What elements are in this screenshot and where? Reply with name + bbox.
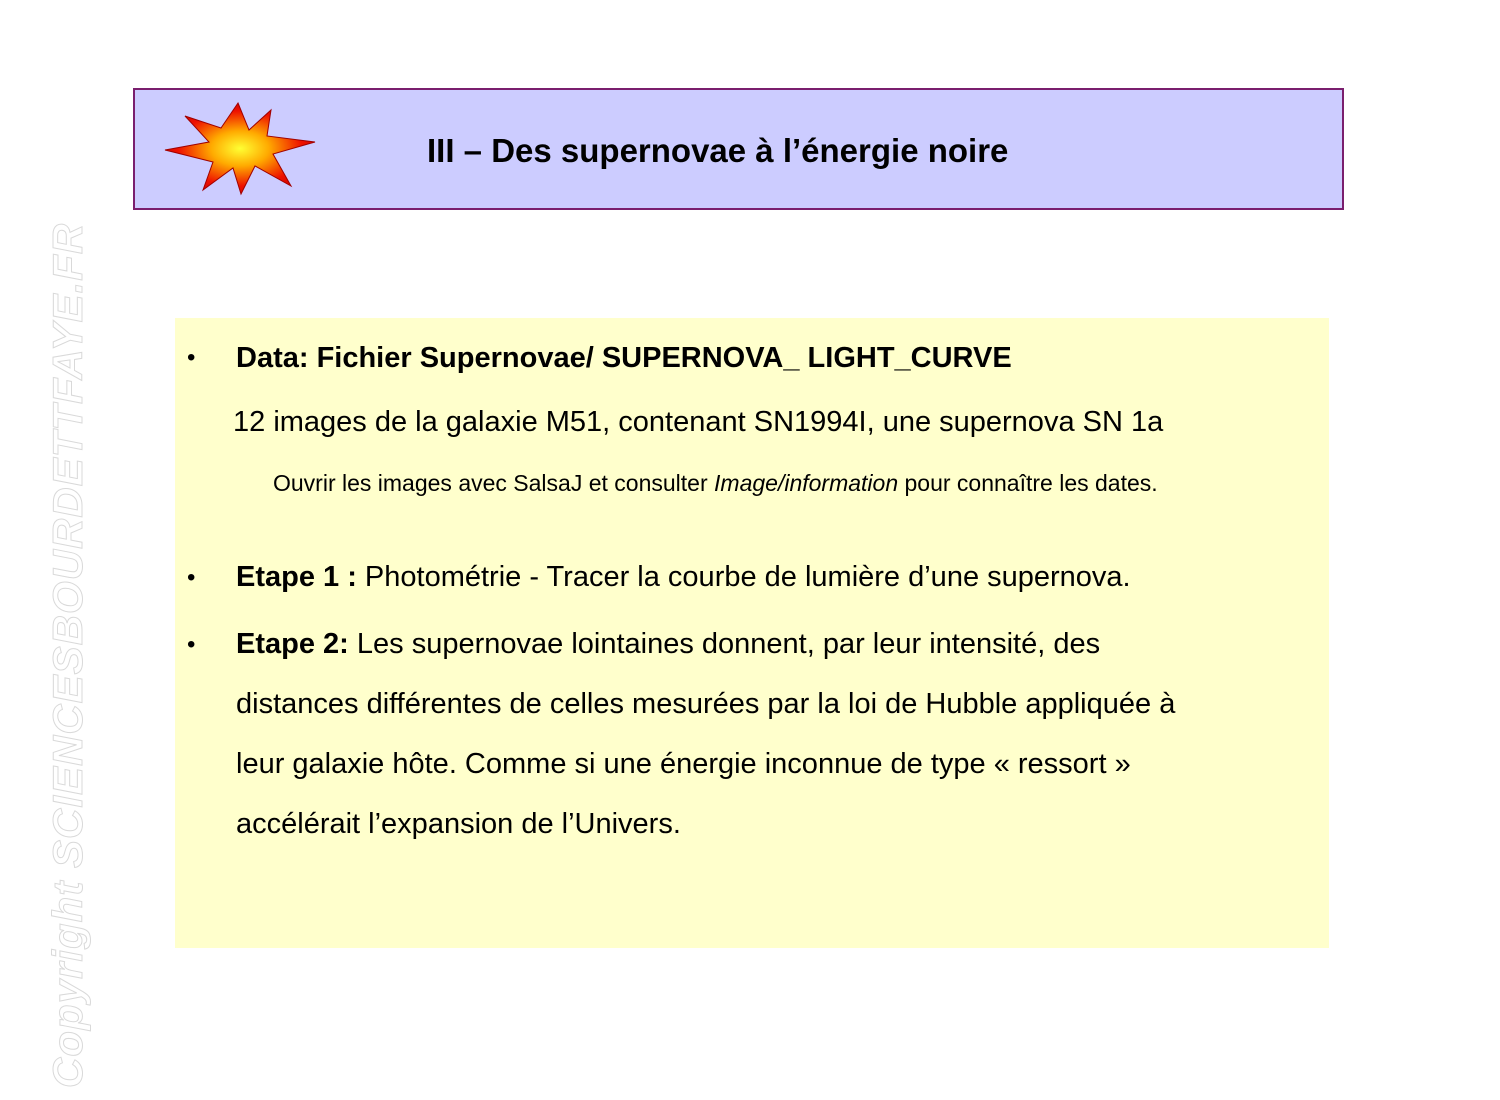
copyright-watermark [0,0,91,1100]
step2-line-1 [236,628,1100,661]
slide-title: III – Des supernovae à l’énergie noire [427,132,1009,169]
content-panel [175,318,1329,948]
note-text-before: Ouvrir les images avec SalsaJ et consulter [273,470,715,496]
data-detail: 12 images de la galaxie M51, contenant SN1994I, une supernova SN 1a [233,406,1164,438]
explosion-star-icon [163,98,317,196]
step2-text-1: Les supernovae lointaines donnent, par leur intensité, des [348,628,1101,660]
bullet-marker: • [187,631,196,658]
data-note [273,470,1158,497]
step1-line [236,561,1131,594]
step1-label: Etape 1 : [236,561,357,593]
step2-line-3: leur galaxie hôte. Comme si une énergie inconnue de type « ressort » [236,748,1131,780]
data-label: Data: Fichier Supernovae/ SUPERNOVA_ LIGHT_CURVE [236,342,1012,374]
note-text-italic: Image/information [714,470,899,496]
step2-line-4: accélérait l’expansion de l’Univers. [236,808,681,840]
step2-label: Etape 2: [236,628,349,660]
bullet-marker: • [187,344,196,371]
title-banner [133,88,1344,210]
bullet-marker: • [187,564,196,591]
note-text-after: pour connaître les dates. [898,470,1158,496]
step1-text: Photométrie - Tracer la courbe de lumière d’une supernova. [356,561,1131,593]
step2-line-2: distances différentes de celles mesurées par la loi de Hubble appliquée à [236,688,1176,720]
watermark-text: Copyright SCIENCESBOURDETTFAYE.FR [44,222,91,1088]
